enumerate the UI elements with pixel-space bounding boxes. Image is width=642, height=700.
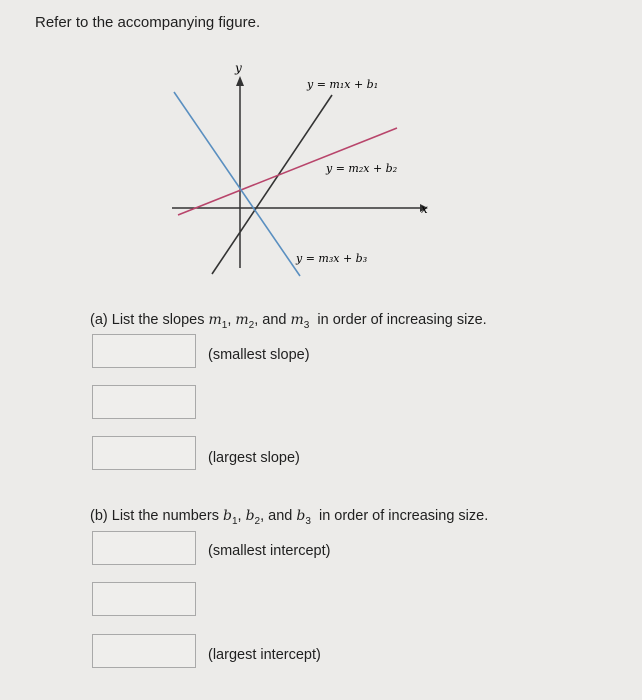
line-1-label: y = m₁x + b₁ (307, 78, 379, 91)
line-2-label: y = m₂x + b₂ (326, 162, 398, 175)
lines-figure (0, 0, 642, 300)
smallest-slope-hint: (smallest slope) (208, 347, 310, 363)
part-a-question: (a) List the slopes $m_1$, $m_2$, and $m_3$ in order of increasing size. (90, 312, 487, 331)
slope-answer-3-input[interactable] (92, 436, 196, 470)
slope-answer-2-input[interactable] (92, 385, 196, 419)
intro-text: Refer to the accompanying figure. (35, 14, 261, 31)
line-3-label: y = m₃x + b₃ (296, 252, 368, 265)
slope-answer-1-input[interactable] (92, 334, 196, 368)
y-axis-arrow (236, 76, 244, 86)
line-3 (174, 92, 300, 276)
largest-intercept-hint: (largest intercept) (208, 647, 321, 663)
intercept-answer-2-input[interactable] (92, 582, 196, 616)
intercept-answer-3-input[interactable] (92, 634, 196, 668)
smallest-intercept-hint: (smallest intercept) (208, 543, 331, 559)
x-axis-label: x (421, 202, 428, 216)
y-axis-label: y (235, 61, 242, 75)
part-b-question: (b) List the numbers $b_1$, $b_2$, and $b_3$ in order of increasing size. (90, 508, 489, 527)
largest-slope-hint: (largest slope) (208, 450, 300, 466)
line-1 (212, 95, 332, 274)
intercept-answer-1-input[interactable] (92, 531, 196, 565)
